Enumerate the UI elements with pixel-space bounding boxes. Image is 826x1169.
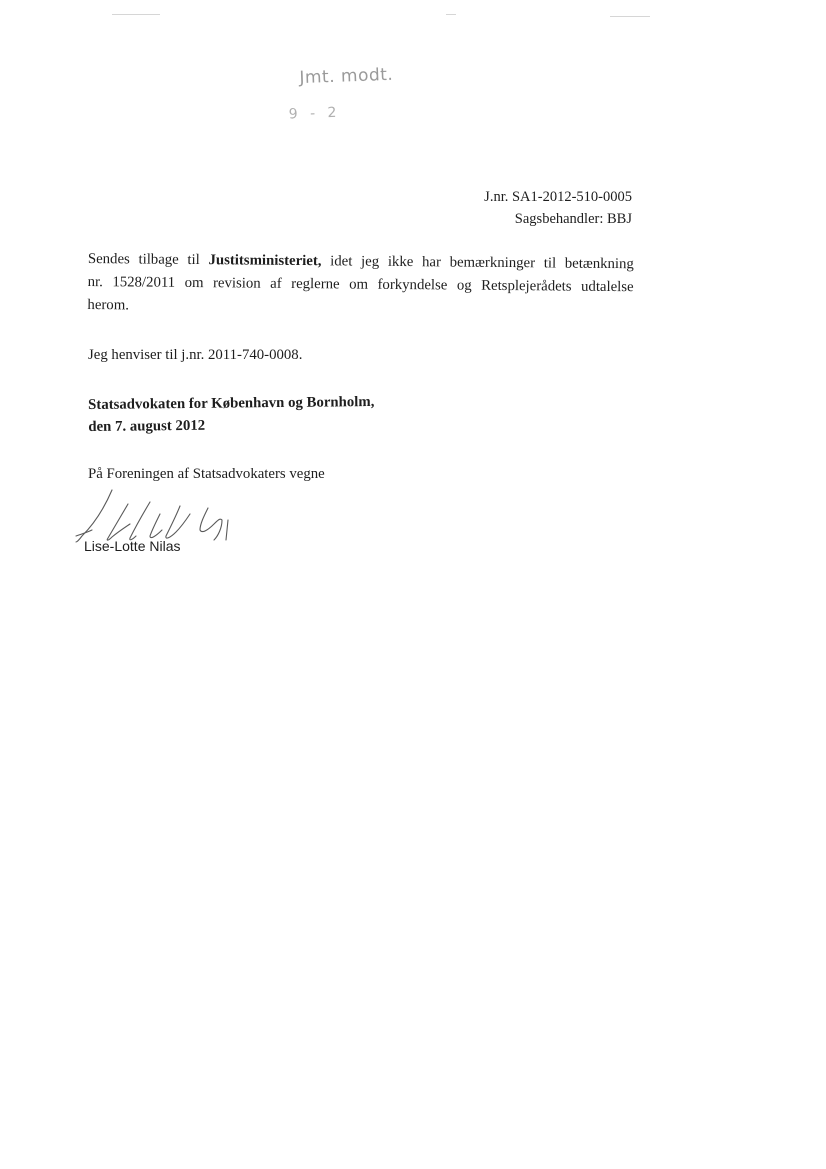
signer-name: Lise-Lotte Nilas [84,538,181,554]
sender-block [88,388,634,438]
received-stamp [288,64,421,123]
paragraph-main [87,248,634,322]
stamp-date: 9 - 2 [288,104,341,123]
case-handler: Sagsbehandler: BBJ [514,211,632,227]
journal-number: J.nr. SA1-2012-510-0005 [484,189,632,205]
text-segment: idet jeg ikke har bemærkninger til betænkning [321,253,634,273]
text-segment: Sendes tilbage til [87,250,209,269]
on-behalf-line: På Foreningen af Statsadvokaters vegne [88,466,325,482]
stamp-title: Jmt. modt. [299,64,394,89]
paragraph-line: herom. [87,296,130,314]
sender-date: den 7. august 2012 [88,417,206,435]
scan-artifact [446,14,456,15]
reference-paragraph: Jeg henviser til j.nr. 2011-740-0008. [88,347,303,363]
ministry-name: Justitsministeriet, [208,252,322,270]
scan-artifact [610,16,650,17]
sender-office: Statsadvokaten for København og Bornholm, [88,394,375,413]
reference-block [484,186,632,230]
paragraph-line: nr. 1528/2011 om revision af reglerne om forkyndelse og Retsplejerådets udtalelse [87,273,634,296]
scan-artifact [112,14,160,15]
